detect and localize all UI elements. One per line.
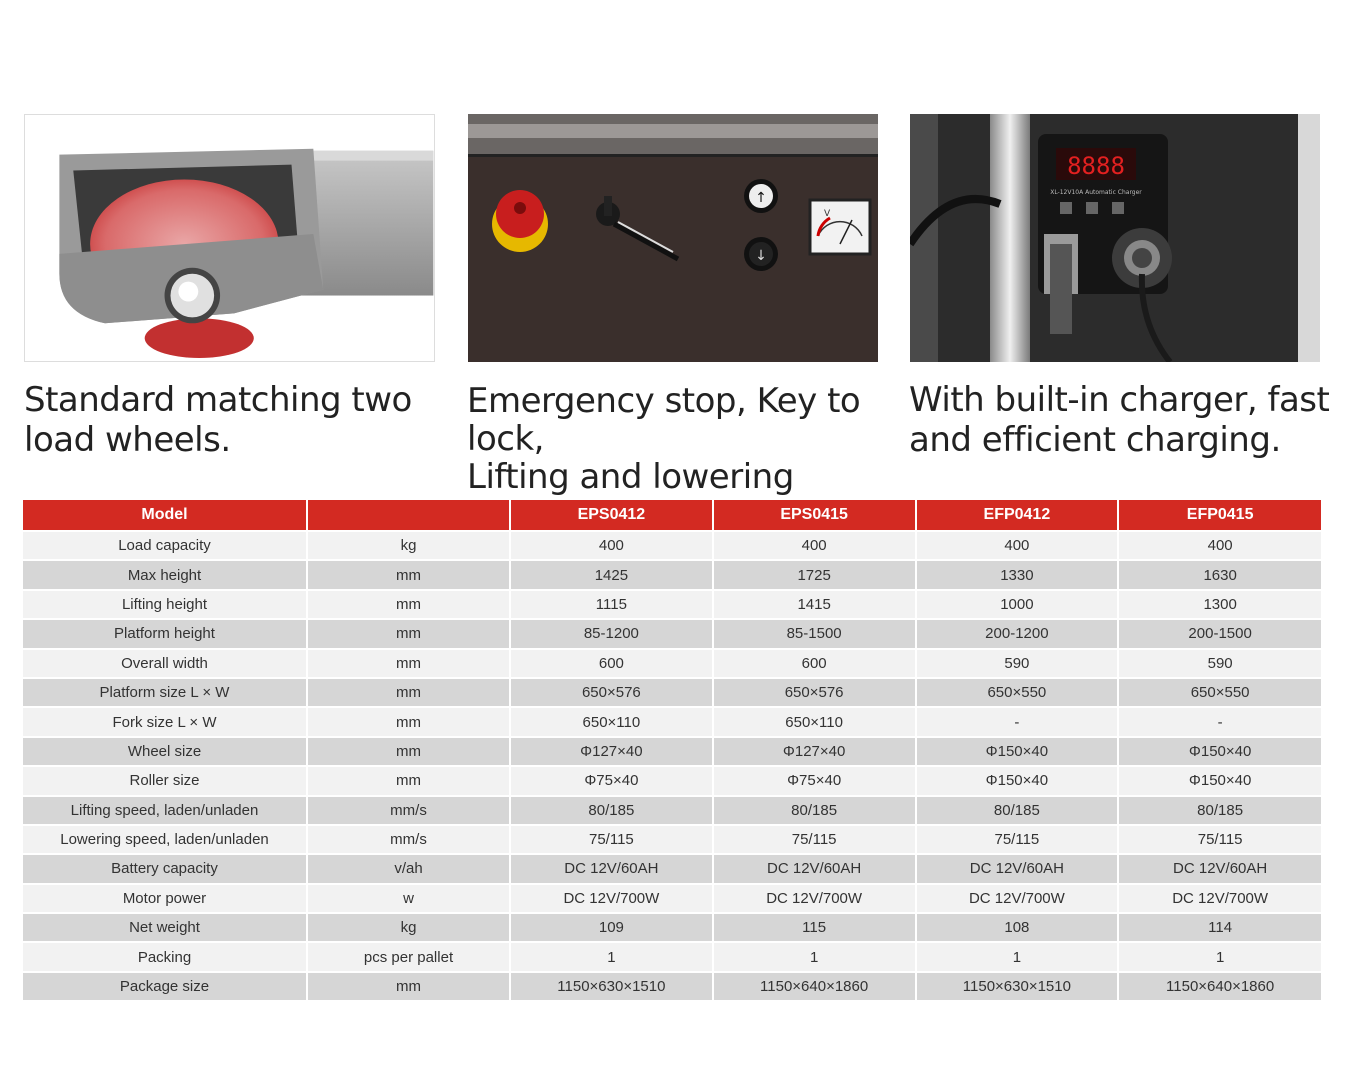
- table-cell: 80/185: [1118, 796, 1321, 825]
- table-cell: 1330: [916, 560, 1119, 589]
- table-cell: 85-1500: [713, 619, 916, 648]
- table-cell: 650×110: [713, 707, 916, 736]
- table-cell: 1150×640×1860: [713, 972, 916, 1000]
- table-cell: 400: [916, 531, 1119, 560]
- spec-table-header: [23, 500, 1321, 531]
- table-cell: Max height: [23, 560, 307, 589]
- table-cell: 115: [713, 913, 916, 942]
- table-cell: 1415: [713, 590, 916, 619]
- table-cell: Φ127×40: [713, 737, 916, 766]
- spec-table-body: [23, 531, 1321, 1000]
- table-row: [23, 737, 1321, 766]
- caption-charger: With built-in charger, fast and efficient charging.: [909, 380, 1330, 460]
- table-row: [23, 619, 1321, 648]
- table-row: [23, 560, 1321, 589]
- table-cell: Φ150×40: [1118, 766, 1321, 795]
- table-cell: 1: [510, 942, 713, 971]
- header-cell: EFP0415: [1118, 500, 1321, 531]
- svg-text:XL-12V10A Automatic Charger: XL-12V10A Automatic Charger: [1050, 189, 1142, 196]
- table-cell: 85-1200: [510, 619, 713, 648]
- table-cell: Φ75×40: [510, 766, 713, 795]
- table-cell: -: [916, 707, 1119, 736]
- table-cell: mm: [307, 560, 510, 589]
- table-cell: mm: [307, 766, 510, 795]
- table-cell: DC 12V/700W: [1118, 884, 1321, 913]
- table-cell: 75/115: [916, 825, 1119, 854]
- table-cell: mm: [307, 737, 510, 766]
- table-cell: 650×550: [1118, 678, 1321, 707]
- table-cell: 650×110: [510, 707, 713, 736]
- table-cell: 400: [510, 531, 713, 560]
- table-cell: Overall width: [23, 649, 307, 678]
- header-cell: EPS0415: [713, 500, 916, 531]
- table-cell: mm: [307, 649, 510, 678]
- table-cell: DC 12V/60AH: [713, 854, 916, 883]
- header-cell: EPS0412: [510, 500, 713, 531]
- table-cell: Load capacity: [23, 531, 307, 560]
- table-cell: Φ150×40: [1118, 737, 1321, 766]
- caption-emergency-stop: Emergency stop, Key to lock, Lifting and lowering: [467, 381, 861, 497]
- table-cell: 200-1500: [1118, 619, 1321, 648]
- table-cell: -: [1118, 707, 1321, 736]
- table-cell: mm: [307, 707, 510, 736]
- table-cell: 400: [1118, 531, 1321, 560]
- table-row: [23, 766, 1321, 795]
- table-cell: 1725: [713, 560, 916, 589]
- header-cell: Model: [23, 500, 307, 531]
- table-cell: mm: [307, 590, 510, 619]
- table-cell: Lifting speed, laden/unladen: [23, 796, 307, 825]
- table-cell: pcs per pallet: [307, 942, 510, 971]
- table-cell: Φ150×40: [916, 766, 1119, 795]
- table-cell: 75/115: [510, 825, 713, 854]
- table-cell: kg: [307, 531, 510, 560]
- table-cell: 1425: [510, 560, 713, 589]
- table-cell: 1150×630×1510: [510, 972, 713, 1000]
- table-cell: 75/115: [713, 825, 916, 854]
- load-wheel-photo: [24, 114, 435, 362]
- control-panel-icon: [468, 114, 878, 362]
- table-cell: 80/185: [916, 796, 1119, 825]
- table-cell: Fork size L × W: [23, 707, 307, 736]
- table-cell: 400: [713, 531, 916, 560]
- table-cell: 108: [916, 913, 1119, 942]
- table-cell: DC 12V/700W: [510, 884, 713, 913]
- table-cell: DC 12V/60AH: [1118, 854, 1321, 883]
- table-cell: mm/s: [307, 796, 510, 825]
- table-cell: 650×576: [510, 678, 713, 707]
- table-cell: DC 12V/700W: [916, 884, 1119, 913]
- table-row: [23, 531, 1321, 560]
- table-cell: 1115: [510, 590, 713, 619]
- table-cell: 1: [916, 942, 1119, 971]
- table-cell: mm/s: [307, 825, 510, 854]
- table-row: [23, 825, 1321, 854]
- table-cell: mm: [307, 972, 510, 1000]
- table-cell: 109: [510, 913, 713, 942]
- header-cell: [307, 500, 510, 531]
- caption-load-wheels: Standard matching two load wheels.: [24, 380, 412, 460]
- table-cell: 1630: [1118, 560, 1321, 589]
- header-cell: EFP0412: [916, 500, 1119, 531]
- table-cell: 590: [916, 649, 1119, 678]
- table-cell: Lowering speed, laden/unladen: [23, 825, 307, 854]
- table-row: [23, 796, 1321, 825]
- table-row: [23, 590, 1321, 619]
- svg-text:V: V: [824, 209, 831, 219]
- table-cell: 1300: [1118, 590, 1321, 619]
- table-row: [23, 942, 1321, 971]
- table-cell: 80/185: [713, 796, 916, 825]
- table-cell: 590: [1118, 649, 1321, 678]
- table-row: [23, 707, 1321, 736]
- charger-photo: [910, 114, 1320, 362]
- table-cell: DC 12V/60AH: [916, 854, 1119, 883]
- load-wheel-icon: [25, 115, 434, 361]
- table-row: [23, 649, 1321, 678]
- table-cell: 1: [1118, 942, 1321, 971]
- table-cell: 1: [713, 942, 916, 971]
- table-row: [23, 854, 1321, 883]
- table-cell: 650×550: [916, 678, 1119, 707]
- svg-text:8888: 8888: [1067, 152, 1125, 180]
- table-cell: 1150×640×1860: [1118, 972, 1321, 1000]
- table-row: [23, 913, 1321, 942]
- table-cell: mm: [307, 678, 510, 707]
- table-cell: w: [307, 884, 510, 913]
- table-cell: 80/185: [510, 796, 713, 825]
- table-cell: Motor power: [23, 884, 307, 913]
- table-cell: v/ah: [307, 854, 510, 883]
- table-cell: Roller size: [23, 766, 307, 795]
- svg-text:↓: ↓: [755, 248, 767, 264]
- table-cell: 114: [1118, 913, 1321, 942]
- table-cell: Net weight: [23, 913, 307, 942]
- table-cell: Φ127×40: [510, 737, 713, 766]
- table-cell: DC 12V/700W: [713, 884, 916, 913]
- charger-icon: [910, 114, 1320, 362]
- table-row: [23, 972, 1321, 1000]
- table-cell: Φ150×40: [916, 737, 1119, 766]
- table-cell: 600: [713, 649, 916, 678]
- control-panel-photo: [468, 114, 878, 362]
- table-cell: Lifting height: [23, 590, 307, 619]
- table-cell: 1000: [916, 590, 1119, 619]
- table-cell: Φ75×40: [713, 766, 916, 795]
- table-cell: Packing: [23, 942, 307, 971]
- table-row: [23, 884, 1321, 913]
- svg-text:↑: ↑: [755, 190, 767, 206]
- table-cell: Platform height: [23, 619, 307, 648]
- table-cell: 200-1200: [916, 619, 1119, 648]
- table-cell: 650×576: [713, 678, 916, 707]
- table-cell: Battery capacity: [23, 854, 307, 883]
- table-cell: 75/115: [1118, 825, 1321, 854]
- spec-table: [23, 500, 1321, 1000]
- table-cell: Platform size L × W: [23, 678, 307, 707]
- table-row: [23, 678, 1321, 707]
- table-cell: 600: [510, 649, 713, 678]
- table-cell: Wheel size: [23, 737, 307, 766]
- table-cell: DC 12V/60AH: [510, 854, 713, 883]
- table-cell: Package size: [23, 972, 307, 1000]
- table-cell: 1150×630×1510: [916, 972, 1119, 1000]
- table-cell: kg: [307, 913, 510, 942]
- table-cell: mm: [307, 619, 510, 648]
